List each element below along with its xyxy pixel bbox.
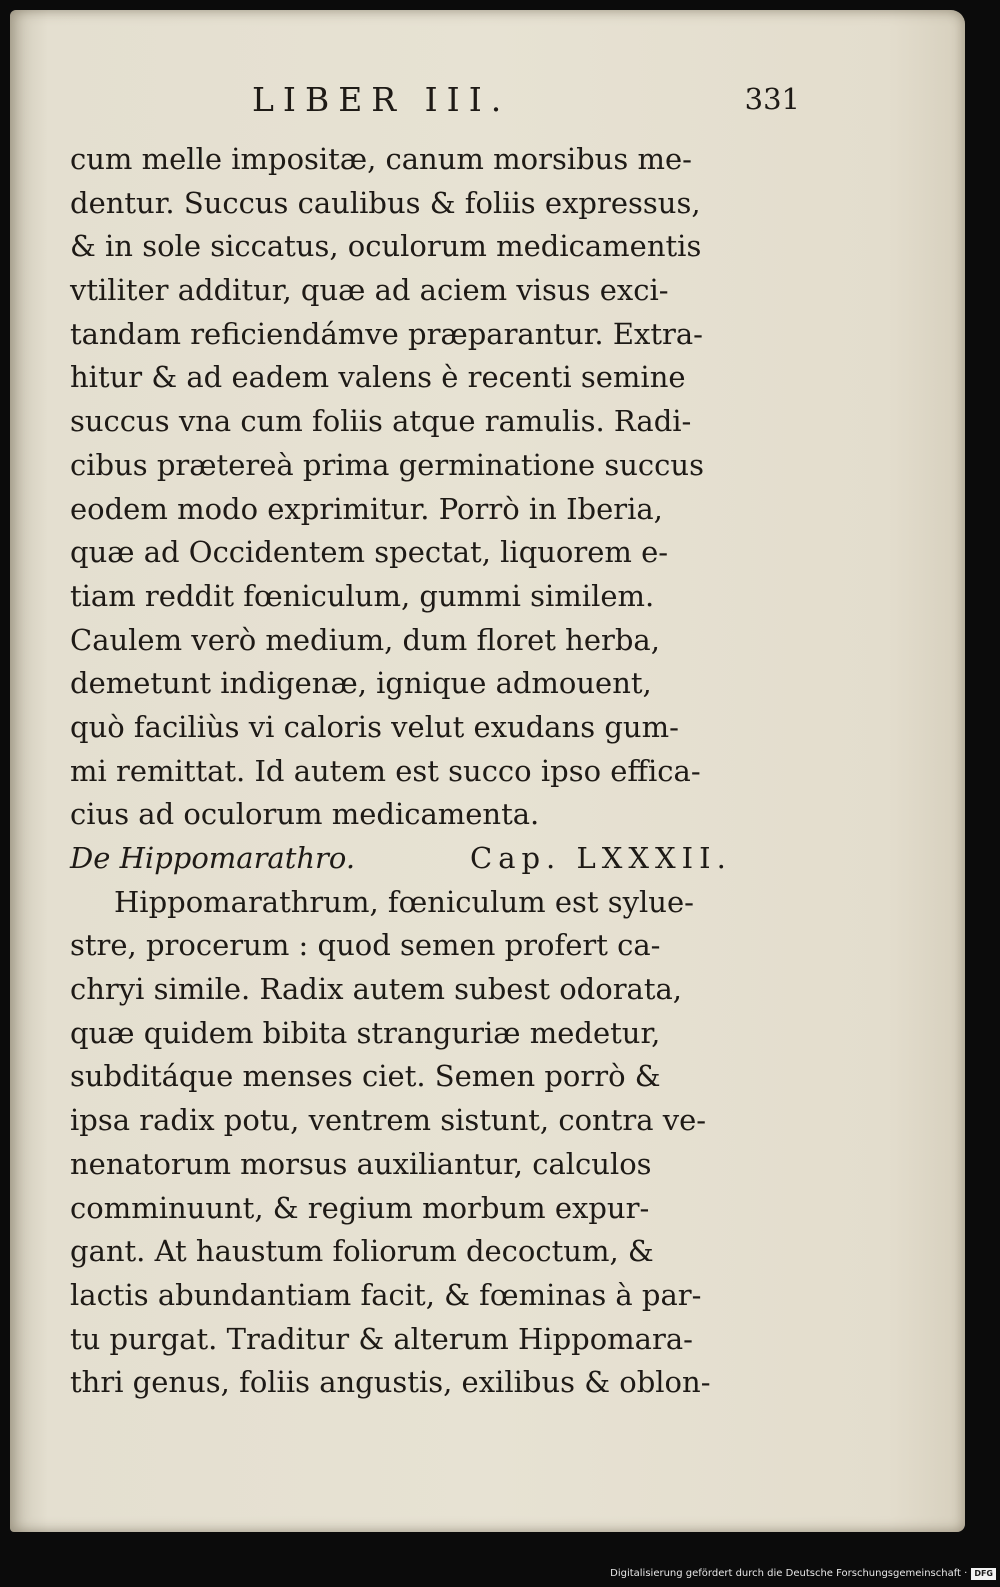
chapter-text-line: comminuunt, & regium morbum expur- xyxy=(70,1190,650,1225)
text-line: cum melle impositæ, canum morsibus me- xyxy=(70,142,692,176)
text-line: quæ ad Occidentem spectat, liquorem e- xyxy=(70,535,669,570)
text-line: cibus prætereà prima germinatione succus xyxy=(70,447,704,482)
chapter-text-line: thri genus, foliis angustis, exilibus & oblon- xyxy=(70,1365,711,1400)
chapter-text-line: gant. At haustum foliorum decoctum, & xyxy=(70,1234,654,1269)
text-line: demetunt indigenæ, ignique admouent, xyxy=(70,666,652,701)
text-line: cius ad oculorum medicamenta. xyxy=(70,797,540,832)
credit-text: Digitalisierung gefördert durch die Deutsche Forschungsgemeinschaft · xyxy=(610,1568,968,1579)
text-line: mi remittat. Id autem est succo ipso effica- xyxy=(70,753,701,788)
chapter-text-line: Hippomarathrum, fœniculum est syluе- xyxy=(114,884,694,919)
chapter-heading xyxy=(70,837,800,881)
dfg-logo: DFG xyxy=(971,1568,996,1580)
digitization-credit xyxy=(610,1565,996,1583)
book-page xyxy=(10,10,965,1532)
text-line: tiam reddit fœniculum, gummi similem. xyxy=(70,578,655,613)
chapter-text-line: quæ quidem bibita stranguriæ medetur, xyxy=(70,1015,661,1050)
chapter-text-line: chryi simile. Radix autem subest odorata, xyxy=(70,972,683,1007)
text-line: vtiliter additur, quæ ad aciem visus exci- xyxy=(70,273,669,308)
chapter-title: De Hippomarathro. xyxy=(70,841,356,875)
chapter-number: Cap. LXXXII. xyxy=(470,841,732,875)
running-head xyxy=(70,80,800,130)
text-line: & in sole siccatus, oculorum medicamentis xyxy=(70,229,702,264)
text-line: hitur & ad eadem valens è recenti semine xyxy=(70,360,686,395)
text-line: succus vna cum foliis atque ramulis. Radi- xyxy=(70,404,692,439)
chapter-text-line: ipsa radix potu, ventrem sistunt, contra ve- xyxy=(70,1103,707,1138)
chapter-text-line: stre, procerum : quod semen profert ca- xyxy=(70,928,661,963)
page-number: 331 xyxy=(744,82,800,116)
main-text xyxy=(70,138,800,1405)
running-head-title: LIBER III. xyxy=(252,80,511,119)
chapter-text-line: lactis abundantiam facit, & fœminas à par- xyxy=(70,1277,702,1312)
text-line: eodem modo exprimitur. Porrò in Iberia, xyxy=(70,491,663,526)
text-line: Caulem verò medium, dum floret herba, xyxy=(70,622,660,657)
text-line: tandam reficiendámve præparantur. Extra- xyxy=(70,316,703,351)
text-line: dentur. Succus caulibus & foliis expressus, xyxy=(70,185,701,220)
chapter-text-line: tu purgat. Traditur & alterum Hippomara- xyxy=(70,1321,693,1356)
chapter-text-line: nenatorum morsus auxiliantur, calculos xyxy=(70,1146,652,1181)
text-line: quò faciliùs vi caloris velut exudans gum- xyxy=(70,709,679,744)
chapter-text-line: subditáque menses ciet. Semen porrò & xyxy=(70,1059,661,1094)
